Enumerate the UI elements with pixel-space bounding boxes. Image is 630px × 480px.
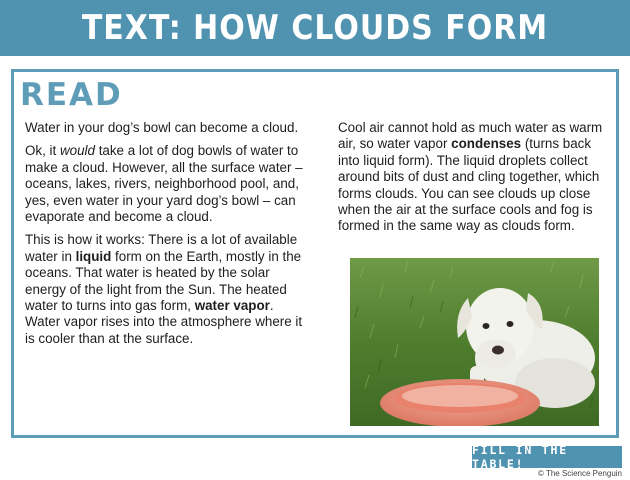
copyright-text: © The Science Penguin	[537, 469, 622, 478]
paragraph: Water in your dog’s bowl can become a cloud.	[25, 120, 299, 135]
bold-term-condenses: condenses	[451, 136, 522, 152]
bold-term-liquid: liquid	[75, 248, 112, 264]
page-header	[0, 0, 630, 56]
bold-term-water-vapor: water vapor	[194, 298, 270, 314]
paragraph: This is how it works: There is a lot of available water in liquid form on the Earth, mostly in the oceans. That water is heated by the solar energy of the light from the Sun. The heated water to turns into gas form, water vapor. Water vapor rises into the atmosphere where it is cooler than at the surface.	[25, 232, 303, 346]
reading-panel	[11, 69, 619, 438]
right-text-column	[338, 120, 606, 242]
left-text-column	[25, 120, 312, 354]
read-heading: READ	[20, 77, 123, 113]
fill-in-the-table-button[interactable]: FILL IN THE TABLE!	[472, 446, 622, 468]
paragraph: Ok, it would take a lot of dog bowls of water to make a cloud. However, all the surface water – oceans, lakes, rivers, neighborhood pool, and, yes, even water in your yard dog’s bowl – can evaporate and become a cloud.	[25, 143, 303, 225]
emphasis-word: would	[59, 143, 95, 159]
puppy-photo	[350, 258, 599, 426]
page-title: TEXT: HOW CLOUDS FORM	[81, 8, 549, 48]
puppy-with-bowl-image	[350, 258, 599, 426]
paragraph: Cool air cannot hold as much water as warm air, so water vapor condenses (turns back into liquid form). The liquid droplets collect around bits of dust and cling together, which forms clouds. You can see clouds up close when the air at the surface cools and fog is formed in the same way as clouds form.	[338, 120, 603, 234]
